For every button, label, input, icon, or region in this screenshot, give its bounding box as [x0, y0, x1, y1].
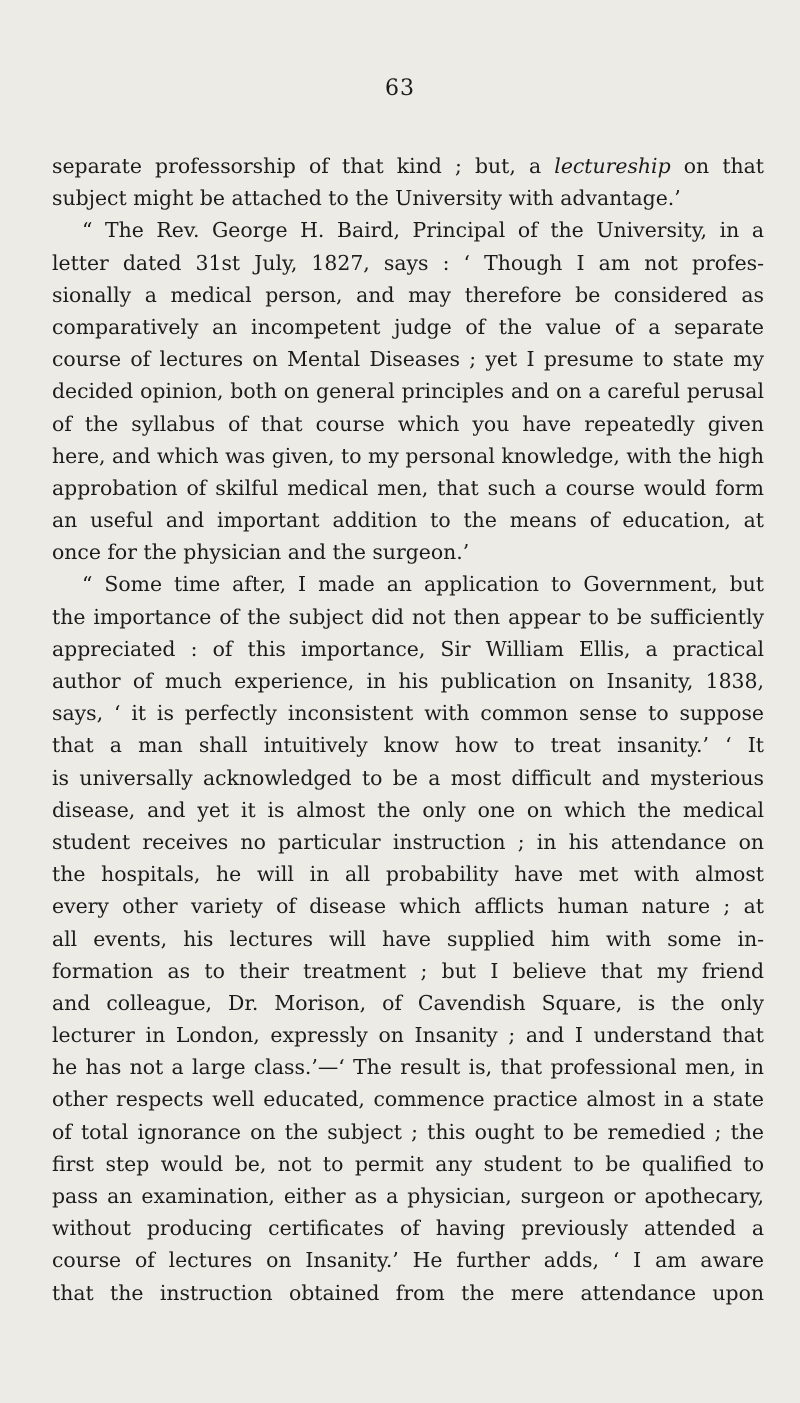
text-line: course of lectures on Mental Diseases ; yet I presume to state my — [52, 347, 764, 372]
text-line: and colleague, Dr. Morison, of Cavendish Square, is the only — [52, 990, 764, 1015]
text-line: first step would be, not to permit any student to be qualified to — [52, 1151, 764, 1176]
text-line: disease, and yet it is almost the only one on which the medical — [52, 797, 764, 822]
text-line: once for the physician and the surgeon.’ — [52, 540, 470, 565]
body-text — [52, 150, 764, 1309]
text-line: all events, his lectures will have supplied him with some in- — [52, 926, 764, 951]
text-line: approbation of skilful medical men, that such a course would form — [52, 475, 764, 500]
text-line: without producing certificates of having previously attended a — [52, 1216, 764, 1241]
text-line: he has not a large class.’—‘ The result is, that professional men, in — [52, 1055, 764, 1080]
text-line: letter dated 31st July, 1827, says : ‘ Though I am not profes- — [52, 250, 764, 275]
text-line: an useful and important addition to the means of education, at — [52, 508, 764, 533]
text-line: the hospitals, he will in all probability have met with almost — [52, 862, 764, 887]
text-line: “ Some time after, I made an application to Government, but — [82, 572, 764, 597]
text-line: sionally a medical person, and may therefore be considered as — [52, 282, 764, 307]
text-line: other respects well educated, commence practice almost in a state — [52, 1087, 764, 1112]
text-line: decided opinion, both on general principles and on a careful perusal — [52, 379, 764, 404]
text-line: student receives no particular instruction ; in his attendance on — [52, 829, 764, 854]
text-line: here, and which was given, to my personal knowledge, with the high — [52, 443, 764, 468]
text-line: every other variety of disease which afflicts human nature ; at — [52, 894, 764, 919]
text-line: of total ignorance on the subject ; this ought to be remedied ; the — [52, 1119, 764, 1144]
text-line: separate professorship of that kind ; but, a lectureship on that — [52, 154, 764, 178]
text-line: course of lectures on Insanity.’ He further adds, ‘ I am aware — [52, 1248, 764, 1273]
italic-word: lectureship — [554, 154, 671, 178]
text-line: lecturer in London, expressly on Insanity ; and I understand that — [52, 1023, 764, 1048]
text-line: the importance of the subject did not then appear to be sufficiently — [52, 604, 764, 629]
page-number: 63 — [385, 76, 415, 101]
text-line: author of much experience, in his publication on Insanity, 1838, — [52, 669, 764, 693]
text-line: is universally acknowledged to be a most difficult and mysterious — [52, 765, 764, 790]
text-line: pass an examination, either as a physician, surgeon or apothecary, — [52, 1184, 764, 1208]
text-line: says, ‘ it is perfectly inconsistent with common sense to suppose — [52, 701, 764, 726]
text-line: appreciated : of this importance, Sir William Ellis, a practical — [52, 636, 764, 661]
text-line: of the syllabus of that course which you have repeatedly given — [52, 411, 764, 436]
text-line: that the instruction obtained from the mere attendance upon — [52, 1280, 764, 1305]
text-line: subject might be attached to the University with advantage.’ — [52, 186, 681, 211]
text-line: comparatively an incompetent judge of the value of a separate — [52, 314, 764, 339]
text-line: “ The Rev. George H. Baird, Principal of the University, in a — [82, 218, 764, 243]
text-line: that a man shall intuitively know how to treat insanity.’ ‘ It — [52, 733, 764, 758]
text-line: formation as to their treatment ; but I believe that my friend — [52, 958, 764, 983]
